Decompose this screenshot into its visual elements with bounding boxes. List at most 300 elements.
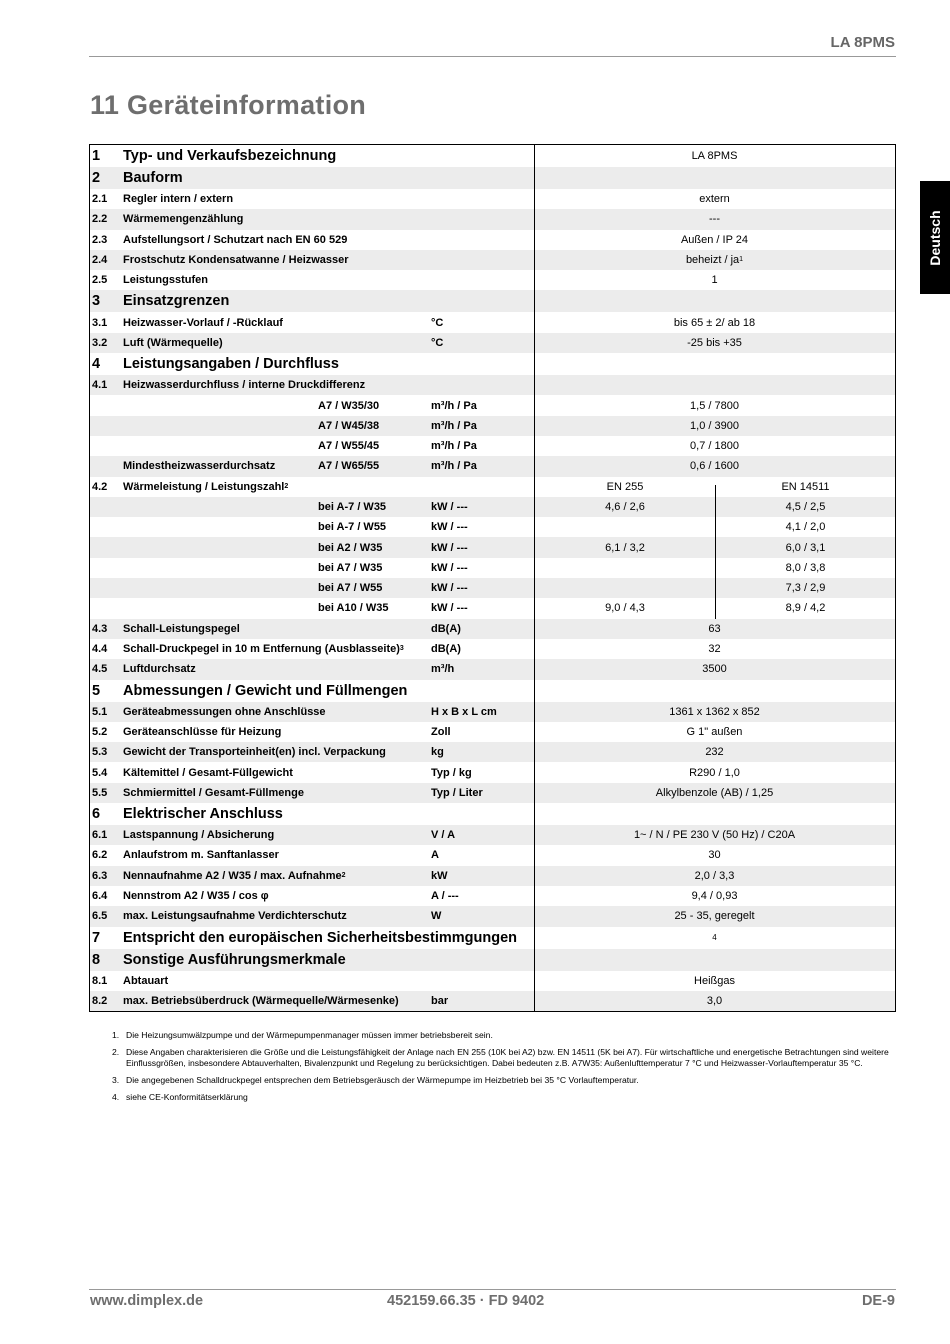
row-number xyxy=(92,783,122,803)
row-value xyxy=(534,722,895,742)
row-unit-text: W xyxy=(431,910,442,923)
table-row xyxy=(90,906,895,926)
row-number-text: 6.4 xyxy=(92,890,108,903)
section-header-row xyxy=(90,803,895,825)
row-label xyxy=(123,145,543,167)
row-value-en14511 xyxy=(716,497,895,517)
table-rows xyxy=(90,145,895,1011)
row-number xyxy=(92,906,122,926)
row-label-text: max. Betriebsüberdruck (Wärmequelle/Wärmesenke) xyxy=(123,994,399,1007)
row-label-text: Wärmeleistung / Leistungszahl xyxy=(123,480,285,493)
row-unit-text: kW / --- xyxy=(431,602,468,615)
row-value-text: 4 xyxy=(712,933,717,942)
row-number xyxy=(92,250,122,270)
row-value-en14511 xyxy=(716,517,895,537)
row-value xyxy=(534,845,895,865)
row-value xyxy=(534,312,895,332)
row-label xyxy=(123,353,543,375)
row-unit-text: °C xyxy=(431,336,444,349)
table-row xyxy=(90,416,895,436)
row-label xyxy=(123,927,543,949)
table-row xyxy=(90,742,895,762)
row-number xyxy=(92,659,122,679)
row-unit xyxy=(431,312,531,332)
row-number xyxy=(92,270,122,290)
row-number-text: 3.2 xyxy=(92,336,108,349)
row-condition xyxy=(318,395,428,415)
row-value xyxy=(534,189,895,209)
row-value-en255 xyxy=(534,517,716,537)
row-label xyxy=(123,230,513,250)
row-label-text: Frostschutz Kondensatwanne / Heizwasser xyxy=(123,254,349,267)
row-condition-text: A7 / W35/30 xyxy=(318,399,380,412)
row-value-text: 1361 x 1362 x 852 xyxy=(669,705,760,718)
row-label-text: Gewicht der Transporteinheit(en) incl. Verpackung xyxy=(123,746,386,759)
row-label-text: Nennstrom A2 / W35 / cos φ xyxy=(123,890,269,903)
row-value-en14511 xyxy=(716,537,895,557)
row-unit-text: bar xyxy=(431,994,449,1007)
row-number xyxy=(92,353,122,375)
row-label-text: Elektrischer Anschluss xyxy=(123,806,283,823)
row-label-text: Abmessungen / Gewicht und Füllmengen xyxy=(123,682,408,699)
row-label-text: Heizwasser-Vorlauf / -Rücklauf xyxy=(123,316,283,329)
row-number xyxy=(92,762,122,782)
row-unit-text: m³/h / Pa xyxy=(431,419,477,432)
row-value xyxy=(534,395,895,415)
footnote-number: 2. xyxy=(112,1047,120,1057)
row-number-text: 3 xyxy=(92,293,101,310)
row-value xyxy=(534,659,895,679)
table-row xyxy=(90,375,895,395)
row-value-text: G 1" außen xyxy=(686,725,743,738)
table-row xyxy=(90,395,895,415)
row-unit xyxy=(431,517,531,537)
row-number-text: 8.2 xyxy=(92,994,108,1007)
row-unit xyxy=(431,497,531,517)
row-unit-text: dB(A) xyxy=(431,643,461,656)
row-value-en255 xyxy=(534,537,716,557)
row-condition-text: bei A7 / W55 xyxy=(318,582,383,595)
row-value-text: bis 65 ± 2/ ab 18 xyxy=(673,316,756,329)
row-label-text: Typ- und Verkaufsbezeichnung xyxy=(123,148,337,164)
row-number xyxy=(92,312,122,332)
footnote-number: 4. xyxy=(112,1092,120,1102)
row-value-text: 0,6 / 1600 xyxy=(690,460,739,473)
row-value-text: 232 xyxy=(705,746,724,759)
table-row xyxy=(90,971,895,991)
row-label-text: Anlaufstrom m. Sanftanlasser xyxy=(123,849,279,862)
row-number-text: 8 xyxy=(92,951,101,968)
row-label-text: Geräteanschlüsse für Heizung xyxy=(123,725,282,738)
footnote-number: 3. xyxy=(112,1075,120,1085)
row-number-text: 4.3 xyxy=(92,622,108,635)
row-unit-text: Typ / Liter xyxy=(431,786,483,799)
row-value xyxy=(534,927,895,949)
row-number xyxy=(92,886,122,906)
table-row xyxy=(90,230,895,250)
row-value xyxy=(534,270,895,290)
table-row xyxy=(90,436,895,456)
row-unit xyxy=(431,598,531,618)
table-row xyxy=(90,497,895,517)
row-value-en255 xyxy=(534,477,716,497)
row-value-text: 2,0 / 3,3 xyxy=(694,869,735,882)
row-number-text: 5.2 xyxy=(92,725,108,738)
row-value xyxy=(534,639,895,659)
row-label-text: Geräteabmessungen ohne Anschlüsse xyxy=(123,705,326,718)
row-value xyxy=(534,825,895,845)
row-value-text: --- xyxy=(709,213,720,226)
row-unit xyxy=(431,619,531,639)
row-unit-text: m³/h / Pa xyxy=(431,440,477,453)
row-label-text: Leistungsangaben / Durchfluss xyxy=(123,356,339,373)
footnote xyxy=(112,1075,902,1086)
row-unit-text: kW xyxy=(431,869,448,882)
row-value xyxy=(534,619,895,639)
row-unit-text: A / --- xyxy=(431,890,459,903)
row-value xyxy=(534,886,895,906)
row-label-text: Lastspannung / Absicherung xyxy=(123,829,275,842)
row-unit-text: V / A xyxy=(431,829,456,842)
row-value xyxy=(534,456,895,476)
row-value xyxy=(534,209,895,229)
row-unit-text: kW / --- xyxy=(431,501,468,513)
row-number-text: 5 xyxy=(92,682,101,699)
row-label-text: Heizwasserdurchfluss / interne Druckdifferenz xyxy=(123,379,366,392)
row-value-text: 32 xyxy=(708,643,721,656)
row-condition-text: bei A2 / W35 xyxy=(318,541,383,554)
row-number-text: 2.3 xyxy=(92,233,108,246)
table-row xyxy=(90,762,895,782)
row-unit-text: kW / --- xyxy=(431,582,468,595)
header-model-name: LA 8PMS xyxy=(830,34,895,51)
section-header-row xyxy=(90,145,895,167)
row-label xyxy=(123,375,513,395)
row-value xyxy=(534,416,895,436)
row-unit-text: dB(A) xyxy=(431,622,461,635)
row-number xyxy=(92,230,122,250)
row-label-text: Schmiermittel / Gesamt-Füllmenge xyxy=(123,786,304,799)
row-number-text: 5.1 xyxy=(92,705,108,718)
footnote xyxy=(112,1030,902,1041)
row-value-en14511-text: 4,5 / 2,5 xyxy=(785,501,826,513)
row-value-en14511 xyxy=(716,558,895,578)
row-value-text: 3,0 xyxy=(706,994,723,1007)
row-value-en14511-text: 6,0 / 3,1 xyxy=(785,541,826,554)
row-value: beheizt / ja 1 xyxy=(685,254,744,267)
row-value-en255 xyxy=(534,558,716,578)
table-row xyxy=(90,189,895,209)
row-number xyxy=(92,167,122,189)
section-header-row xyxy=(90,167,895,189)
table-row xyxy=(90,598,895,618)
row-value-text: 1,5 / 7800 xyxy=(690,399,739,412)
row-unit xyxy=(431,558,531,578)
row-number xyxy=(92,702,122,722)
row-label-text: Schall-Druckpegel in 10 m Entfernung (Ausblasseite) xyxy=(123,643,400,656)
row-unit xyxy=(431,886,531,906)
row-value xyxy=(534,906,895,926)
footer-page-number: DE-9 xyxy=(861,1293,895,1309)
row-number xyxy=(92,375,122,395)
row-number xyxy=(92,825,122,845)
row-number xyxy=(92,333,122,353)
row-number-text: 6.5 xyxy=(92,910,108,923)
row-value-text: beheizt / ja xyxy=(685,254,740,267)
row-number-text: 5.3 xyxy=(92,746,108,759)
row-label-text: Schall-Leistungspegel xyxy=(123,622,240,635)
section-header-row xyxy=(90,290,895,312)
row-number xyxy=(92,290,122,312)
row-label-text: Regler intern / extern xyxy=(123,193,234,206)
row-label xyxy=(123,167,543,189)
row-condition xyxy=(318,578,428,598)
row-condition xyxy=(318,497,428,517)
table-row xyxy=(90,578,895,598)
section-header-row xyxy=(90,353,895,375)
language-tab-label: Deutsch xyxy=(927,209,943,266)
row-number xyxy=(92,189,122,209)
row-unit xyxy=(431,906,531,926)
row-unit-text: Zoll xyxy=(431,725,451,738)
row-value-text: 9,4 / 0,93 xyxy=(691,890,738,903)
row-value-text: extern xyxy=(699,193,730,206)
row-value xyxy=(534,783,895,803)
section-header-row xyxy=(90,927,895,949)
row-label-text: Sonstige Ausführungsmerkmale xyxy=(123,951,346,968)
row-unit xyxy=(431,537,531,557)
row-label xyxy=(123,209,513,229)
footnote-text: siehe CE-Konformitätserklärung xyxy=(126,1092,248,1102)
footnote-number: 1. xyxy=(112,1030,120,1040)
table-row xyxy=(90,845,895,865)
row-unit xyxy=(431,866,531,886)
row-condition xyxy=(318,558,428,578)
row-value-text: R290 / 1,0 xyxy=(689,766,740,779)
row-value-text: 63 xyxy=(708,622,721,635)
row-number-text: 6.2 xyxy=(92,849,108,862)
row-value-en255-text: 9,0 / 4,3 xyxy=(605,602,645,615)
row-unit xyxy=(431,456,531,476)
row-condition-text: bei A7 / W35 xyxy=(318,561,383,574)
row-label xyxy=(123,803,543,825)
footnote xyxy=(112,1092,902,1103)
row-unit-text: H x B x L cm xyxy=(431,705,497,718)
row-value xyxy=(534,971,895,991)
row-label-text: Luftdurchsatz xyxy=(123,663,196,676)
row-unit xyxy=(431,845,531,865)
row-number-text: 1 xyxy=(92,148,101,164)
row-unit xyxy=(431,702,531,722)
row-label-text: Bauform xyxy=(123,170,183,186)
row-value-text: 1~ / N / PE 230 V (50 Hz) / C20A xyxy=(633,829,796,842)
row-unit-text: m³/h / Pa xyxy=(431,399,477,412)
footer-rule xyxy=(89,1289,896,1290)
row-value-text: 25 - 35, geregelt xyxy=(674,910,755,923)
row-unit-text: °C xyxy=(431,316,444,329)
row-value-en14511 xyxy=(716,598,895,618)
table-row xyxy=(90,270,895,290)
footnote xyxy=(112,1047,902,1069)
row-number-text: 7 xyxy=(92,929,101,946)
row-label-text: Aufstellungsort / Schutzart nach EN 60 529 xyxy=(123,233,348,246)
row-condition xyxy=(318,598,428,618)
row-number xyxy=(92,680,122,702)
row-number xyxy=(92,949,122,971)
row-value xyxy=(534,333,895,353)
row-number xyxy=(92,477,122,497)
row-label-text: Wärmemengenzählung xyxy=(123,213,244,226)
row-unit xyxy=(431,722,531,742)
row-label-text: Mindestheizwasserdurchsatz xyxy=(123,460,276,473)
row-number-text: 2.5 xyxy=(92,274,108,287)
row-value-en14511 xyxy=(716,578,895,598)
row-value-en255-text: 6,1 / 3,2 xyxy=(605,541,645,554)
row-unit xyxy=(431,783,531,803)
row-value-en14511-text: 8,9 / 4,2 xyxy=(785,602,826,615)
row-label xyxy=(123,189,513,209)
row-number-text: 3.1 xyxy=(92,316,108,329)
table-row xyxy=(90,477,895,497)
row-unit xyxy=(431,416,531,436)
table-row xyxy=(90,722,895,742)
row-number xyxy=(92,742,122,762)
row-number-text: 2.2 xyxy=(92,213,108,226)
row-value-en255-text: EN 255 xyxy=(606,480,644,493)
row-value xyxy=(534,436,895,456)
row-label-text: Nennaufnahme A2 / W35 / max. Aufnahme xyxy=(123,869,342,882)
table-row xyxy=(90,886,895,906)
row-label xyxy=(123,971,513,991)
row-value-en255-text: 4,6 / 2,6 xyxy=(605,501,645,513)
row-condition xyxy=(318,416,428,436)
row-number xyxy=(92,619,122,639)
table-row xyxy=(90,783,895,803)
row-value-en255 xyxy=(534,497,716,517)
row-value xyxy=(534,991,895,1011)
row-condition-text: A7 / W65/55 xyxy=(318,460,380,473)
row-unit xyxy=(431,991,531,1011)
section-header-row xyxy=(90,680,895,702)
row-label xyxy=(123,680,543,702)
table-row xyxy=(90,209,895,229)
row-number-text: 6 xyxy=(92,806,101,823)
table-row xyxy=(90,825,895,845)
row-number xyxy=(92,971,122,991)
row-number-text: 4.1 xyxy=(92,379,108,392)
row-condition-text: bei A-7 / W55 xyxy=(318,521,387,534)
row-value-en14511-text: 7,3 / 2,9 xyxy=(785,582,826,595)
row-label xyxy=(123,270,513,290)
row-number xyxy=(92,866,122,886)
row-label-text: Abtauart xyxy=(123,974,169,987)
row-number-text: 2 xyxy=(92,170,101,186)
row-condition-text: A7 / W55/45 xyxy=(318,440,380,453)
row-label-text: Entspricht den europäischen Sicherheitsbestimmgungen xyxy=(123,929,517,946)
row-label xyxy=(123,250,513,270)
section-header-row xyxy=(90,949,895,971)
standard-column-divider xyxy=(715,485,716,619)
row-value-en14511-text: EN 14511 xyxy=(781,480,830,493)
row-condition-text: bei A-7 / W35 xyxy=(318,501,387,513)
specification-table xyxy=(89,144,896,1012)
footnotes xyxy=(112,1030,902,1109)
row-value-en14511-text: 4,1 / 2,0 xyxy=(785,521,826,534)
row-unit xyxy=(431,333,531,353)
table-row xyxy=(90,702,895,722)
row-number-text: 4.2 xyxy=(92,480,108,493)
row-value-text: 3500 xyxy=(702,663,727,676)
row-value-en255 xyxy=(534,578,716,598)
language-tab[interactable] xyxy=(920,181,950,294)
row-value xyxy=(534,230,895,250)
row-number-text: 6.3 xyxy=(92,869,108,882)
row-unit xyxy=(431,742,531,762)
row-number-text: 4.4 xyxy=(92,643,108,656)
footer-website[interactable]: www.dimplex.de xyxy=(90,1293,204,1309)
row-label: Nennaufnahme A2 / W35 / max. Aufnahme 2 xyxy=(123,869,346,882)
table-row xyxy=(90,537,895,557)
row-number xyxy=(92,991,122,1011)
row-value xyxy=(534,742,895,762)
row-value-text: LA 8PMS xyxy=(691,150,738,162)
row-value-text: 30 xyxy=(708,849,721,862)
row-value xyxy=(534,762,895,782)
row-unit xyxy=(431,578,531,598)
row-unit xyxy=(431,436,531,456)
footer-document-number: 452159.66.35 · FD 9402 xyxy=(387,1293,545,1309)
row-unit xyxy=(431,639,531,659)
table-row xyxy=(90,558,895,578)
table-row xyxy=(90,250,895,270)
row-label: Wärmeleistung / Leistungszahl 2 xyxy=(123,480,289,493)
row-unit xyxy=(431,825,531,845)
row-label-text: max. Leistungsaufnahme Verdichterschutz xyxy=(123,910,347,923)
row-unit-text: kg xyxy=(431,746,444,759)
row-unit xyxy=(431,762,531,782)
row-number xyxy=(92,639,122,659)
footnote-text: Die angegebenen Schalldruckpegel entsprechen dem Betriebsgeräusch der Wärmepumpe im Heizbetrieb bei 35 °C Vorlauftemperatur. xyxy=(126,1075,639,1085)
row-unit-text: kW / --- xyxy=(431,541,468,554)
page-title: 11 Geräteinformation xyxy=(90,90,367,120)
table-row xyxy=(90,619,895,639)
row-number-text: 4.5 xyxy=(92,663,108,676)
table-row xyxy=(90,866,895,886)
row-value-text: Alkylbenzole (AB) / 1,25 xyxy=(655,786,774,799)
row-unit xyxy=(431,659,531,679)
row-value-en255 xyxy=(534,598,716,618)
row-label-text: Kältemittel / Gesamt-Füllgewicht xyxy=(123,766,293,779)
row-unit-text: kW / --- xyxy=(431,521,468,534)
table-row xyxy=(90,517,895,537)
row-number-text: 2.1 xyxy=(92,193,108,206)
footnote-text: Die Heizungsumwälzpumpe und der Wärmepumpenmanager müssen immer betriebsbereit sein. xyxy=(126,1030,493,1040)
row-unit-text: kW / --- xyxy=(431,561,468,574)
row-value-text: 1,0 / 3900 xyxy=(690,419,739,432)
row-label: Schall-Druckpegel in 10 m Entfernung (Ausblasseite) 3 xyxy=(123,643,404,656)
table-row xyxy=(90,991,895,1011)
column-divider xyxy=(534,145,535,1011)
row-condition xyxy=(318,456,428,476)
row-condition xyxy=(318,436,428,456)
row-number-text: 8.1 xyxy=(92,974,108,987)
row-number xyxy=(92,927,122,949)
row-value xyxy=(534,145,895,167)
row-label xyxy=(123,949,543,971)
table-row xyxy=(90,333,895,353)
row-label-text: Leistungsstufen xyxy=(123,274,208,287)
row-label-text: Luft (Wärmequelle) xyxy=(123,336,223,349)
